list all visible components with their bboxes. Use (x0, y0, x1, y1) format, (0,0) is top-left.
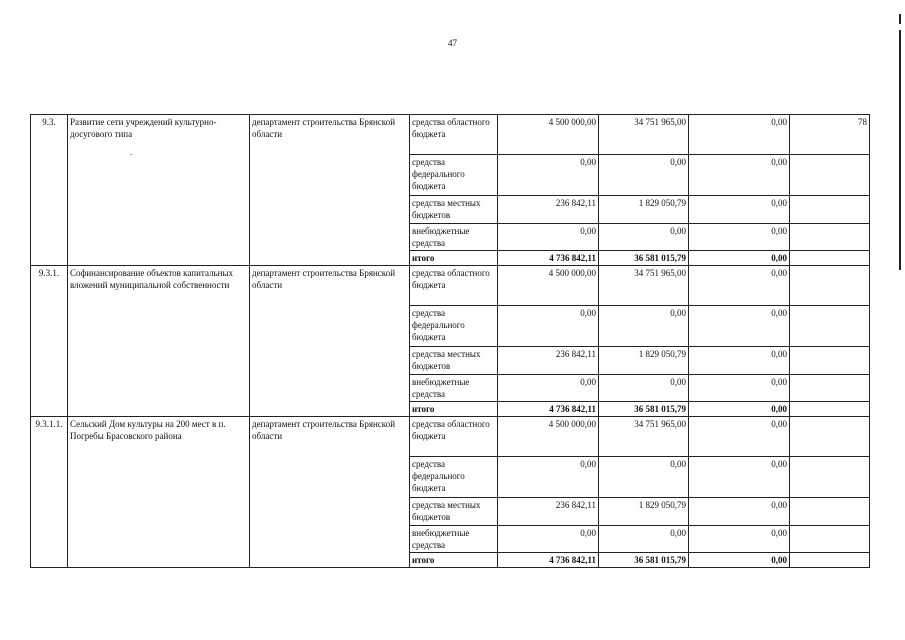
item-executor: департамент строительства Брянской области (250, 266, 410, 417)
amount-3: 0,00 (689, 347, 790, 375)
amount-1: 0,00 (498, 526, 599, 553)
amount-3: 0,00 (689, 457, 790, 498)
funding-source: средства областного бюджета (410, 266, 498, 306)
amount-3: 0,00 (689, 498, 790, 526)
amount-1: 4 500 000,00 (498, 417, 599, 457)
funding-source: итого (410, 402, 498, 417)
budget-table (30, 114, 870, 568)
extra-cell (790, 347, 870, 375)
amount-3: 0,00 (689, 306, 790, 347)
amount-1: 0,00 (498, 375, 599, 402)
extra-cell (790, 498, 870, 526)
amount-1: 0,00 (498, 457, 599, 498)
amount-3: 0,00 (689, 155, 790, 196)
extra-cell (790, 402, 870, 417)
scan-edge-mark (899, 30, 901, 270)
amount-3: 0,00 (689, 266, 790, 306)
funding-source: средства федерального бюджета (410, 155, 498, 196)
funding-source: средства областного бюджета (410, 115, 498, 155)
amount-3: 0,00 (689, 375, 790, 402)
amount-1: 236 842,11 (498, 347, 599, 375)
item-executor: департамент строительства Брянской области (250, 115, 410, 266)
amount-1: 4 736 842,11 (498, 402, 599, 417)
amount-2: 1 829 050,79 (599, 498, 689, 526)
scan-edge-mark-top (899, 14, 901, 24)
extra-cell (790, 375, 870, 402)
amount-1: 0,00 (498, 306, 599, 347)
extra-cell (790, 306, 870, 347)
extra-cell (790, 417, 870, 457)
amount-3: 0,00 (689, 526, 790, 553)
extra-cell (790, 251, 870, 266)
amount-2: 0,00 (599, 375, 689, 402)
extra-cell (790, 526, 870, 553)
amount-1: 4 500 000,00 (498, 115, 599, 155)
funding-source: средства федерального бюджета (410, 306, 498, 347)
funding-source: средства местных бюджетов (410, 196, 498, 224)
amount-2: 0,00 (599, 306, 689, 347)
amount-3: 0,00 (689, 402, 790, 417)
amount-1: 0,00 (498, 224, 599, 251)
amount-3: 0,00 (689, 251, 790, 266)
amount-2: 0,00 (599, 224, 689, 251)
amount-2: 34 751 965,00 (599, 266, 689, 306)
table-row (31, 266, 870, 306)
table-row (31, 115, 870, 155)
amount-2: 34 751 965,00 (599, 417, 689, 457)
amount-3: 0,00 (689, 196, 790, 224)
amount-1: 236 842,11 (498, 498, 599, 526)
amount-2: 36 581 015,79 (599, 251, 689, 266)
extra-cell (790, 457, 870, 498)
funding-source: итого (410, 251, 498, 266)
item-name: Софинансирование объектов капитальных вложений муниципальной собственности (68, 266, 250, 417)
extra-cell: 78 (790, 115, 870, 155)
amount-2: 0,00 (599, 155, 689, 196)
amount-2: 36 581 015,79 (599, 553, 689, 568)
item-number: 9.3. (31, 115, 68, 266)
amount-2: 36 581 015,79 (599, 402, 689, 417)
funding-source: внебюджетные средства (410, 375, 498, 402)
amount-1: 4 736 842,11 (498, 553, 599, 568)
amount-1: 4 736 842,11 (498, 251, 599, 266)
amount-3: 0,00 (689, 553, 790, 568)
funding-source: средства местных бюджетов (410, 347, 498, 375)
amount-2: 0,00 (599, 457, 689, 498)
funding-source: средства областного бюджета (410, 417, 498, 457)
funding-source: средства федерального бюджета (410, 457, 498, 498)
amount-2: 0,00 (599, 526, 689, 553)
amount-2: 34 751 965,00 (599, 115, 689, 155)
item-executor: департамент строительства Брянской области (250, 417, 410, 568)
amount-2: 1 829 050,79 (599, 196, 689, 224)
item-name: Сельский Дом культуры на 200 мест в п. Погребы Брасовского района (68, 417, 250, 568)
amount-3: 0,00 (689, 224, 790, 251)
item-number: 9.3.1.1. (31, 417, 68, 568)
table-row (31, 417, 870, 457)
extra-cell (790, 224, 870, 251)
extra-cell (790, 266, 870, 306)
amount-2: 1 829 050,79 (599, 347, 689, 375)
amount-1: 4 500 000,00 (498, 266, 599, 306)
amount-3: 0,00 (689, 417, 790, 457)
amount-1: 236 842,11 (498, 196, 599, 224)
item-number: 9.3.1. (31, 266, 68, 417)
page-number: 47 (448, 38, 457, 48)
funding-source: средства местных бюджетов (410, 498, 498, 526)
item-name: Развитие сети учреждений культурно-досугового типа (68, 115, 250, 266)
amount-3: 0,00 (689, 115, 790, 155)
extra-cell (790, 155, 870, 196)
extra-cell (790, 196, 870, 224)
funding-source: внебюджетные средства (410, 224, 498, 251)
funding-source: итого (410, 553, 498, 568)
amount-1: 0,00 (498, 155, 599, 196)
funding-source: внебюджетные средства (410, 526, 498, 553)
extra-cell (790, 553, 870, 568)
